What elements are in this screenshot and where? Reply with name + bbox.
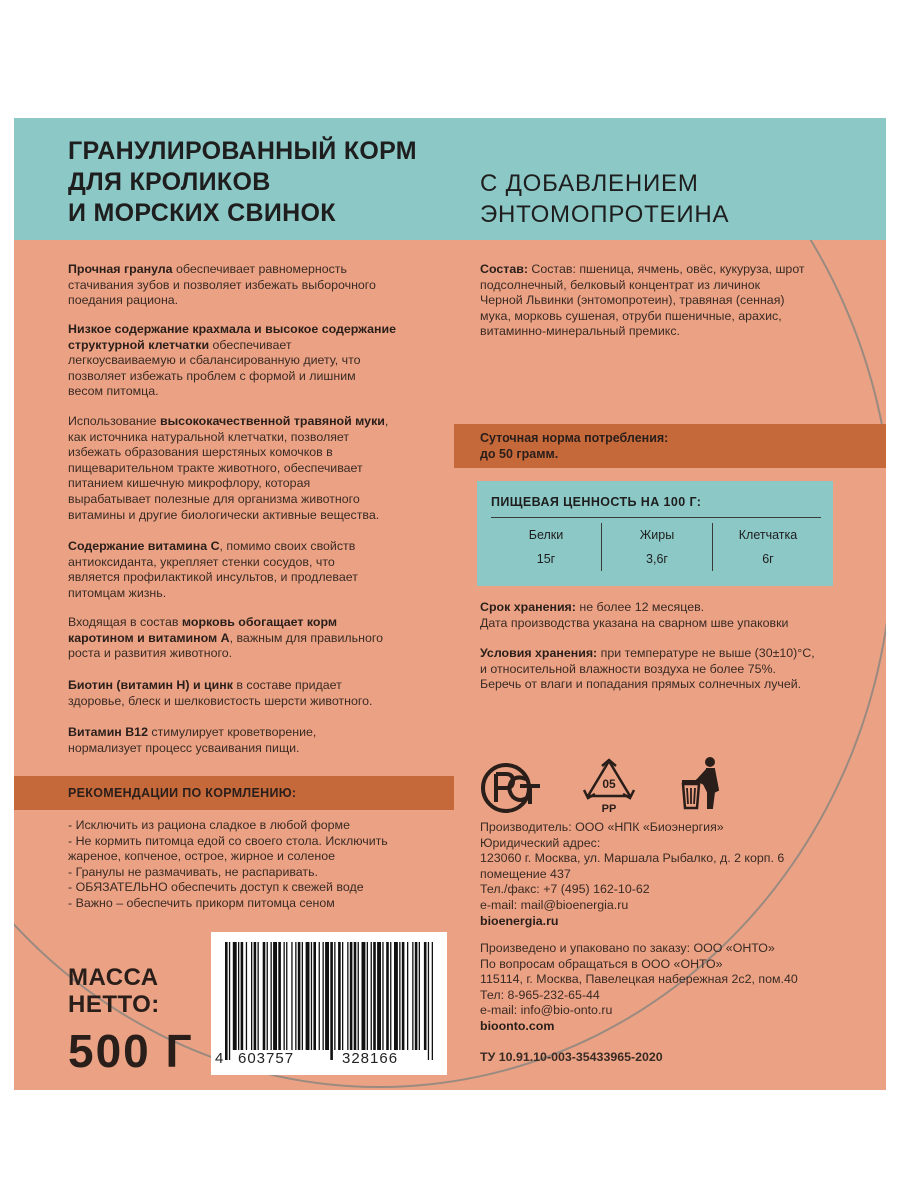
barcode-bar (377, 942, 381, 1050)
barcode-bar (229, 942, 230, 1060)
recycle-05-pp-icon (582, 758, 636, 816)
barcode-bar (342, 942, 343, 1050)
manufacturer-info: Производитель: ООО «НПК «Биоэнергия» Юридический адрес: 123060 г. Москва, ул. Маршала Рыбалко, д. 2 корп. 6 помещение 437 Тел./факс: +7 (495) 162-10-62 e-mail: mail@bioenergia.ru bioenergia.ru (480, 820, 785, 928)
svg-text:05: 05 (602, 777, 616, 791)
benefit-fiber: Низкое содержание крахмала и высокое содержание структурной клетчатки обеспечивает легкоусваиваемую и сбалансированную диету, что позволяет избежать проблем с формой и лишним весом питомца. (68, 322, 396, 399)
barcode-bar (225, 942, 228, 1060)
daily-norm-band (454, 424, 886, 468)
feeding-heading: РЕКОМЕНДАЦИИ ПО КОРМЛЕНИЮ: (68, 786, 297, 800)
composition: Состав: Состав: пшеница, ячмень, овёс, кукуруза, шрот подсолнечный, белковый концентрат из личинок Черной Львинки (энтомопротеин), травяная (сенная) мука, морковь сушеная, отруби пшеничные, арахис, витаминно-минеральный премикс. (480, 262, 805, 339)
nutrition-fiber: Клетчатка 6г (738, 528, 798, 566)
net-mass-label: МАССА НЕТТО: (68, 964, 160, 1018)
barcode-bar (298, 942, 301, 1050)
barcode-bar (371, 942, 372, 1050)
barcode-bar (267, 942, 268, 1050)
manufacturer-site: bioenergia.ru (480, 913, 559, 928)
product-subtitle: С ДОБАВЛЕНИЕМ ЭНТОМОПРОТЕИНА (480, 170, 730, 228)
feeding-heading-band (14, 776, 454, 810)
barcode-bar (394, 942, 398, 1050)
barcode-bar (407, 942, 408, 1050)
barcode-bar (358, 942, 359, 1050)
barcode: 4 603757 328166 (211, 932, 447, 1075)
barcode-bar (432, 942, 433, 1060)
tech-spec-code: ТУ 10.91.10-003-35433965-2020 (480, 1050, 663, 1064)
barcode-bar (424, 942, 427, 1050)
barcode-bar (362, 942, 366, 1050)
barcode-bar (428, 942, 429, 1060)
barcode-bar (319, 942, 320, 1050)
benefit-granule: Прочная гранула обеспечивает равномерность стачивания зубов и позволяет избежать выборочного поедания рациона. (68, 262, 376, 308)
nutrition-fat: Жиры 3,6г (639, 528, 675, 566)
product-title: ГРАНУЛИРОВАННЫЙ КОРМ ДЛЯ КРОЛИКОВ И МОРСКИХ СВИНОК (68, 137, 417, 227)
barcode-bar (382, 942, 383, 1050)
barcode-bar (419, 942, 420, 1050)
rst-certification-icon (480, 760, 542, 816)
barcode-bar (373, 942, 376, 1050)
label-panel (14, 118, 886, 1090)
barcode-bar (325, 942, 329, 1050)
barcode-bar (238, 942, 239, 1050)
barcode-bar (241, 942, 244, 1050)
feeding-list: - Исключить из рациона сладкое в любой форме - Не кормить питомца едой со своего стола. Исключить жареное, копченое, острое, жирное и соленое - Гранулы не размачивать, не распаривать. - ОБЯЗАТЕЛЬНО обеспечить доступ к свежей воде - Важно – обеспечить прикорм питомца сеном (68, 818, 388, 910)
barcode-bar (271, 942, 272, 1050)
benefit-vitamin-c: Содержание витамина С, помимо своих свойств антиоксиданта, укрепляет стенки сосудов, что является профилактикой инсультов, и продлевает питомцам жизнь. (68, 539, 358, 600)
barcode-bar (295, 942, 296, 1050)
barcode-bar (246, 942, 247, 1050)
barcode-bar (415, 942, 418, 1050)
barcode-bar (390, 942, 391, 1050)
barcode-bar (233, 942, 237, 1050)
nutrition-protein: Белки 15г (528, 528, 564, 566)
barcode-bar (251, 942, 252, 1050)
net-weight: 500 Г (68, 1025, 194, 1077)
barcode-bar (302, 942, 303, 1050)
barcode-bar (323, 942, 324, 1050)
barcode-bar (347, 942, 348, 1050)
barcode-bar (367, 942, 368, 1050)
nutrition-divider (491, 517, 821, 518)
barcode-bar (350, 942, 353, 1050)
barcode-bar (286, 942, 287, 1050)
barcode-bar (399, 942, 400, 1050)
nutrition-table (477, 481, 833, 586)
barcode-bar (263, 942, 266, 1050)
packer-site: bioonto.com (480, 1018, 555, 1033)
barcode-bar (306, 942, 310, 1050)
barcode-bar (402, 942, 405, 1050)
barcode-bar (338, 942, 341, 1050)
header-band (14, 118, 886, 240)
barcode-bar (386, 942, 389, 1050)
barcode-bar (311, 942, 312, 1050)
nutrition-title: ПИЩЕВАЯ ЦЕННОСТЬ НА 100 Г: (491, 495, 702, 509)
packer-info: Произведено и упаковано по заказу: ООО «ОНТО» По вопросам обращаться в ООО «ОНТО» 115114, г. Москва, Павелецкая набережная 2с2, пом.40 Тел: 8-965-232-65-44 e-mail: info@bio-onto.ru bioonto.com (480, 941, 798, 1033)
barcode-bar (330, 942, 333, 1060)
benefit-herbal-flour: Использование высококачественной травяной муки, как источника натуральной клетчатки, позволяет избежать образования шерстяных комочков в пищеварительном тракте животного, обеспечивает питанием кишечную микрофлору, которая вырабатывает полезные для организма животного витамины и другие биологически активные вещества. (68, 414, 389, 522)
benefit-biotin: Биотин (витамин Н) и цинк в составе придает здоровье, блеск и шелковистость шерсти животного. (68, 678, 373, 708)
svg-text:PP: PP (601, 803, 617, 815)
barcode-bar (278, 942, 281, 1050)
barcode-bar (284, 942, 285, 1050)
benefit-carrot: Входящая в состав морковь обогащает корм каротином и витамином А, важным для правильного роста и развития животного. (68, 615, 383, 661)
barcode-bar (254, 942, 257, 1050)
daily-norm: Суточная норма потребления: до 50 грамм. (480, 431, 669, 461)
barcode-bar (334, 942, 335, 1050)
barcode-bar (354, 942, 357, 1050)
barcode-bar (291, 942, 292, 1050)
shelf-life: Срок хранения: не более 12 месяцев. Дата производства указана на сварном шве упаковки (480, 600, 789, 630)
barcode-bar (412, 942, 413, 1050)
barcode-bar (258, 942, 259, 1050)
barcode-bar (313, 942, 316, 1050)
trash-bin-icon (678, 754, 728, 814)
benefit-b12: Витамин В12 стимулирует кроветворение, нормализует процесс усваивания пищи. (68, 725, 317, 755)
storage-conditions: Условия хранения: при температуре не выше (30±10)°С, и относительной влажности воздуха не более 75%. Беречь от влаги и попадания прямых солнечных лучей. (480, 646, 815, 692)
barcode-bar (273, 942, 277, 1050)
